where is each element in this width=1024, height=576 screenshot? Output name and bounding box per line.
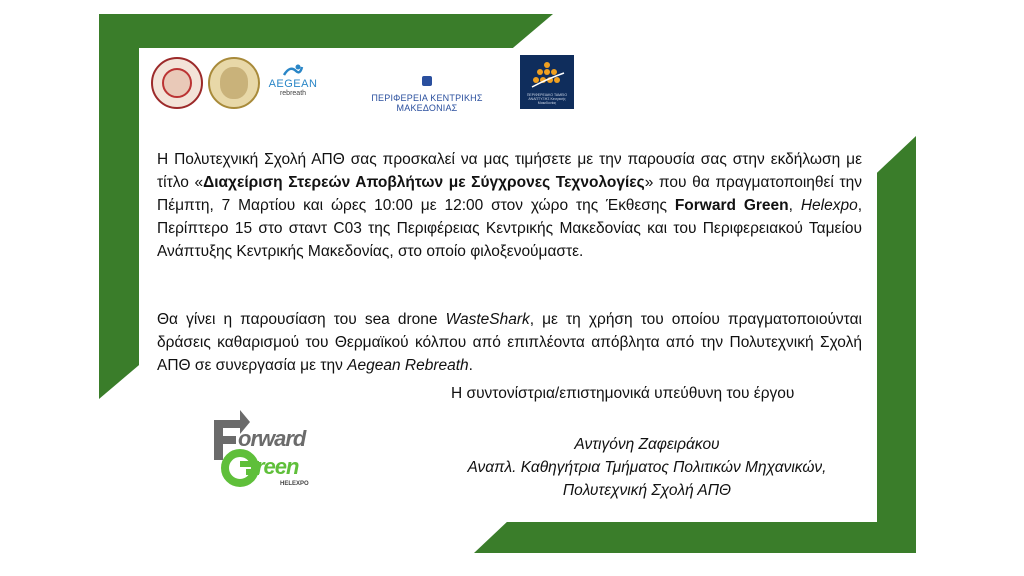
greek-crest-icon bbox=[422, 76, 432, 86]
dots-icon bbox=[520, 55, 574, 95]
logo-bar bbox=[151, 55, 581, 111]
event-title: Διαχείριση Στερεών Αποβλήτων με Σύγχρονες Τεχνολογίες bbox=[203, 174, 645, 191]
aegean-name: AEGEAN bbox=[268, 78, 318, 90]
fund-caption: ΠΕΡΙΦΕΡΕΙΑΚΟ ΤΑΜΕΙΟ ΑΝΑΠΤΥΞΗΣ Κεντρικής Μακεδονίας bbox=[526, 93, 568, 105]
invitation-paragraph: Η Πολυτεχνική Σχολή ΑΠΘ σας προσκαλεί να μας τιμήσετε με την παρουσία σας στην εκδήλωση με τίτλο «Διαχείριση Στερεών Αποβλήτων με Σύγχρονες Τεχνολογίες» που θα πραγματοποιηθεί την Πέμπτη, 7 Μαρτίου και ώρες 10:00 με 12:00 στον χώρο της Έκθεσης Forward Green, Helexpo, Περίπτερο 15 στο σταντ C03 της Περιφέρειας Κεντρικής Μακεδονίας και του Περιφερειακού Ταμείου Ανάπτυξης Κεντρικής Μακεδονίας, στο οποίο φιλοξενούμαστε. bbox=[157, 151, 863, 260]
region-central-macedonia-logo bbox=[342, 73, 512, 113]
signature-block bbox=[437, 433, 857, 502]
aegean-rebreath-logo bbox=[264, 63, 322, 109]
regional-development-fund-logo bbox=[520, 55, 574, 109]
signatory-school: Πολυτεχνική Σχολή ΑΠΘ bbox=[562, 482, 732, 499]
region-name: ΠΕΡΙΦΕΡΕΙΑ ΚΕΝΤΡΙΚΗΣ ΜΑΚΕΔΟΝΙΑΣ bbox=[371, 93, 483, 113]
svg-text:reen: reen bbox=[256, 454, 299, 479]
aegean-rebreath-name: Aegean Rebreath bbox=[347, 357, 469, 374]
helexpo-small-logo: HELEXPO bbox=[280, 481, 309, 487]
polytechnic-seal-logo bbox=[208, 57, 260, 109]
forward-green-logo bbox=[210, 408, 322, 490]
svg-text:orward: orward bbox=[238, 426, 306, 451]
signatory-role: Αναπλ. Καθηγήτρια Τμήματος Πολιτικών Μηχανικών, bbox=[467, 459, 827, 476]
auth-seal-logo bbox=[151, 57, 203, 109]
coordinator-label: Η συντονίστρια/επιστημονικά υπεύθυνη του έργου bbox=[451, 385, 795, 402]
forward-green-name: Forward Green bbox=[674, 197, 789, 214]
helexpo-name: Helexpo bbox=[800, 197, 858, 214]
wave-icon bbox=[282, 63, 304, 79]
signatory-name: Αντιγόνη Ζαφειράκου bbox=[574, 436, 720, 453]
wasteshark-name: WasteShark bbox=[445, 311, 530, 328]
presentation-paragraph: Θα γίνει η παρουσίαση του sea drone WasteShark, με τη χρήση του οποίου πραγματοποιούνται δράσεις καθαρισμού του Θερμαϊκού κόλπου από επιπλέοντα απόβλητα από την Πολυτεχνική Σχολή ΑΠΘ σε συνεργασία με την Aegean Rebreath. bbox=[157, 311, 862, 374]
aegean-sub: rebreath bbox=[279, 90, 307, 97]
